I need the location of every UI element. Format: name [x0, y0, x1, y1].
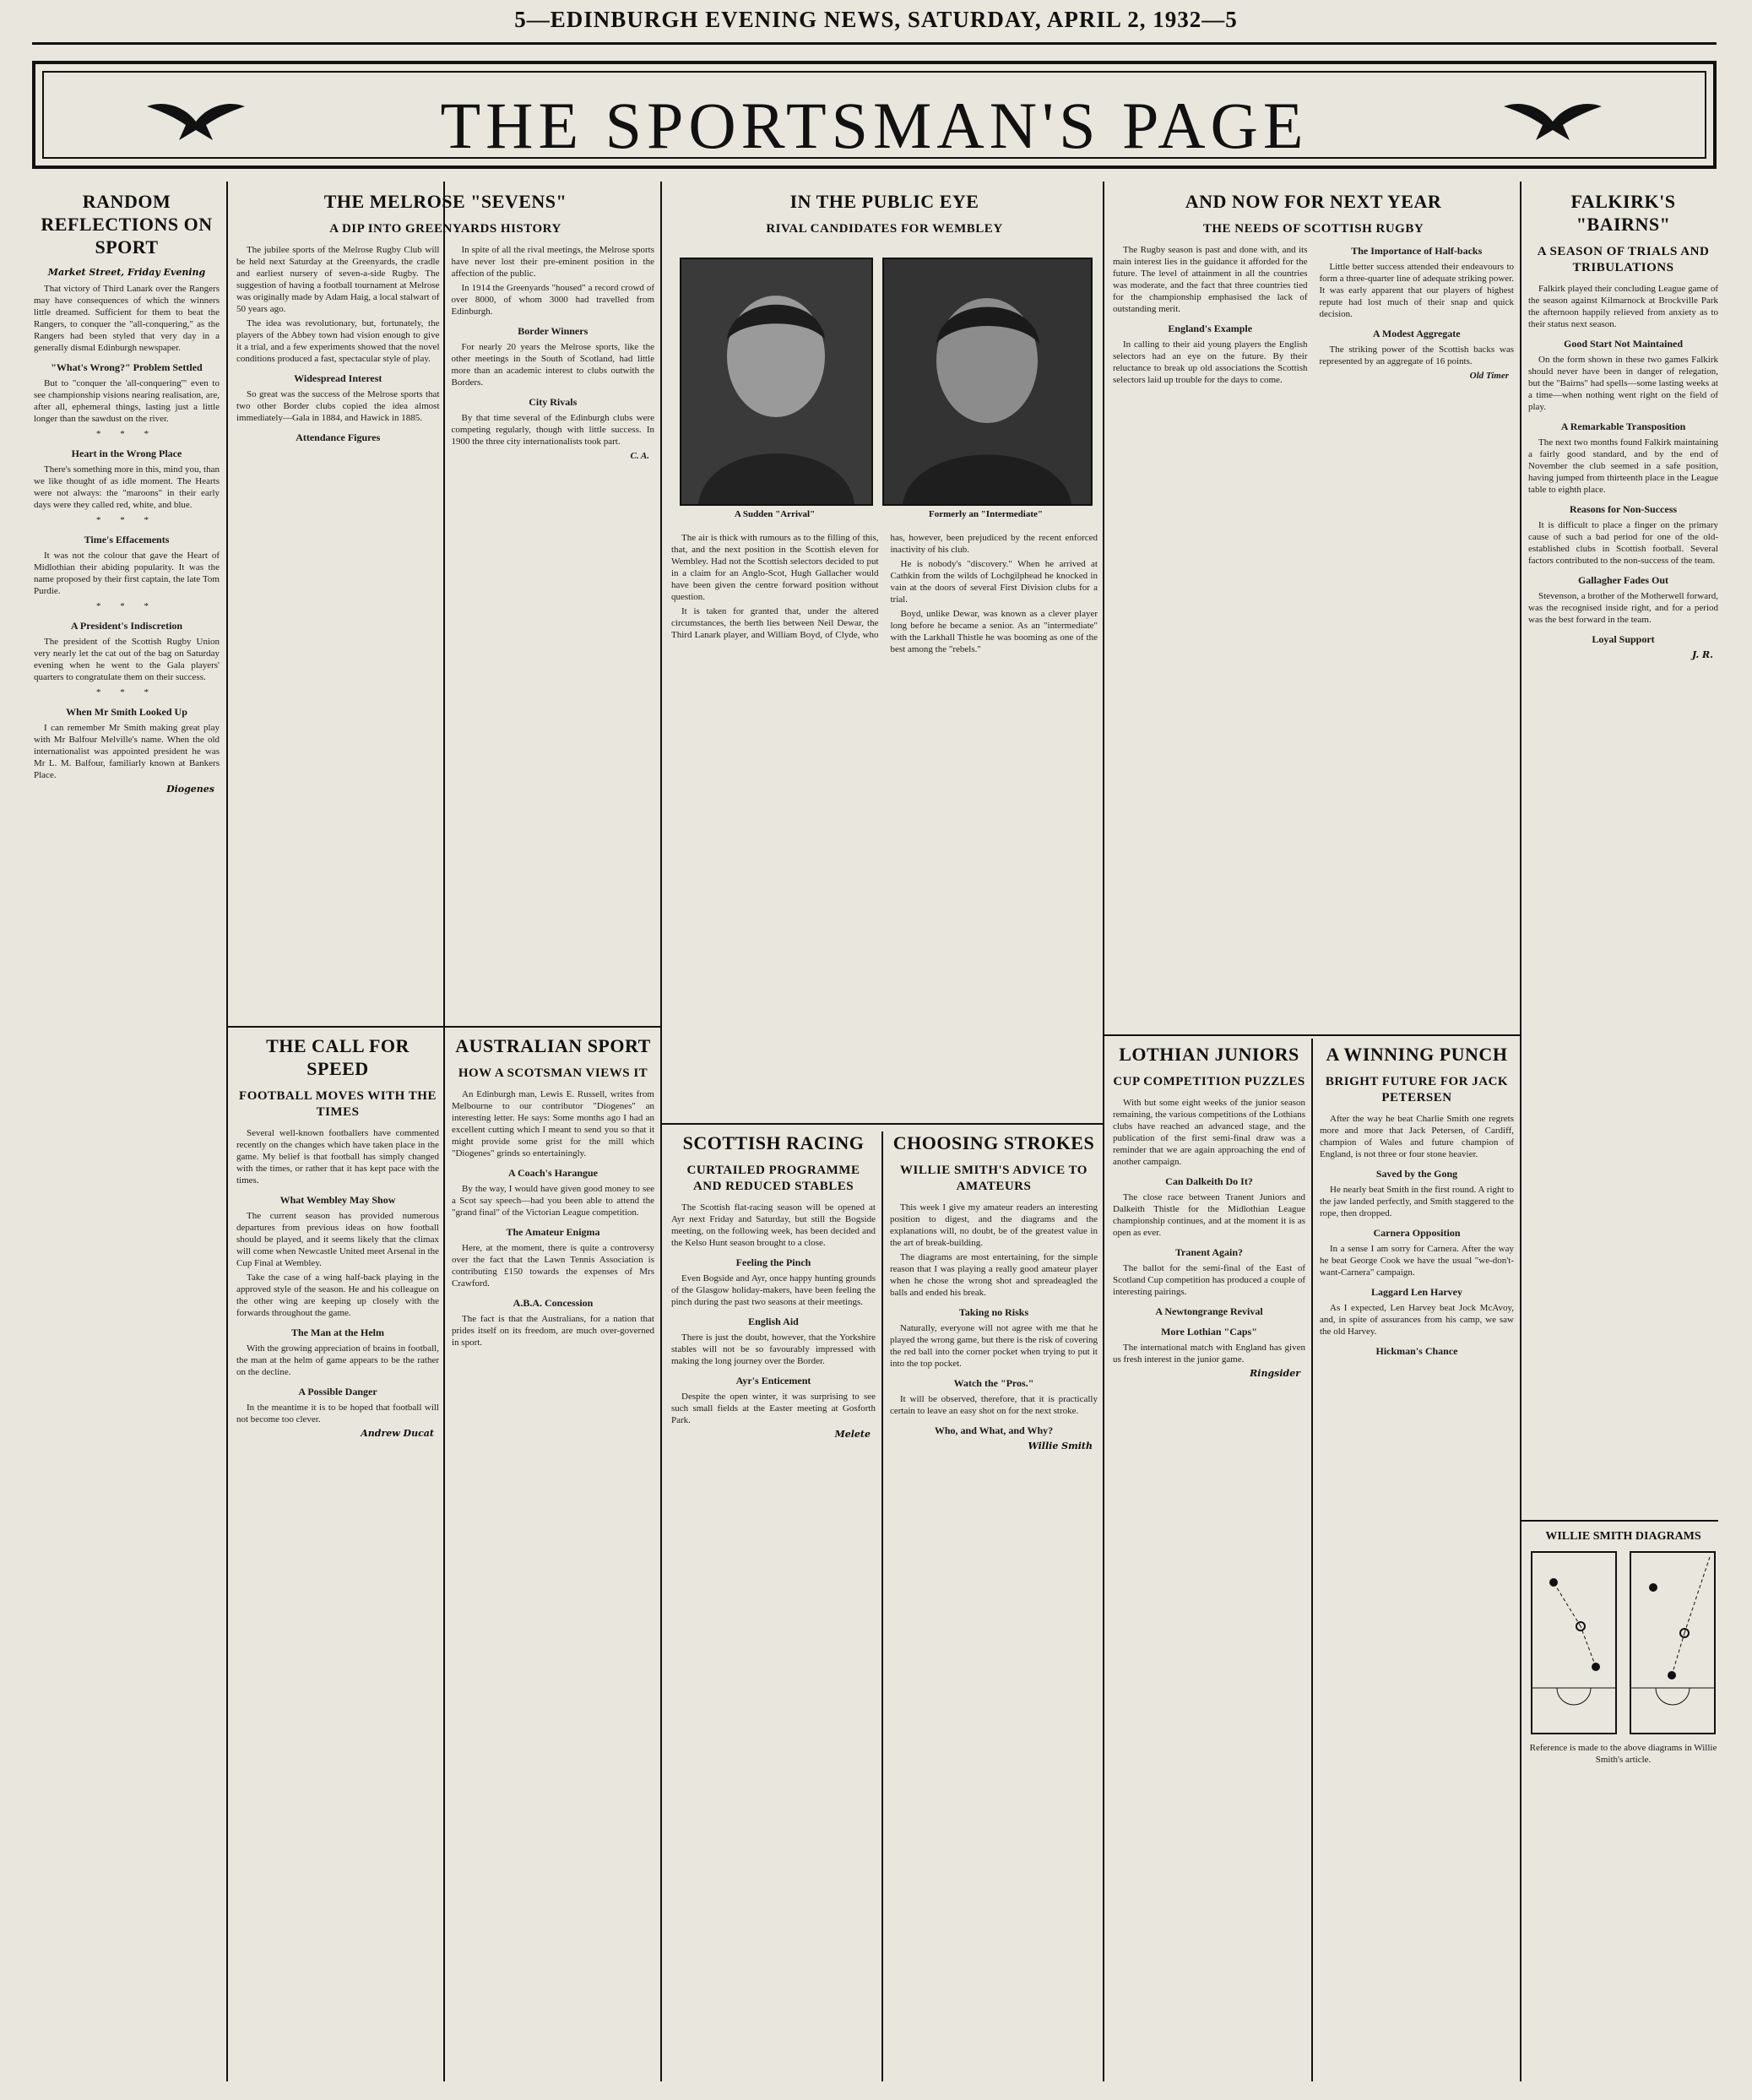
- subheadline: A DIP INTO GREENYARDS HISTORY: [329, 222, 561, 236]
- subhead: Taking no Risks: [958, 1306, 1029, 1318]
- subhead: A Remarkable Transposition: [1560, 421, 1686, 432]
- paragraph: There is just the doubt, however, that the Yorkshire stables will not be so favourably impressed with making the long journey over the Border.: [671, 1332, 876, 1366]
- subhead: The Importance of Half-backs: [1351, 245, 1483, 257]
- paragraph: In 1914 the Greenyards "housed" a record crowd of over 8000, of whom 3000 had travelled from Edinburgh.: [451, 283, 654, 317]
- paragraph: An Edinburgh man, Lewis E. Russell, writes from Melbourne to our contributor "Diogenes" an interesting letter. He says: Some months ago I had an excellent cutting which I meant to send you so that it might provide some grist for the mill which "Diogenes" grinds so entertainingly.: [452, 1089, 654, 1159]
- paragraph: The Rugby season is past and done with, and its main interest lies in the guidance it afforded for the future. The level of attainment in all the countries was moderate, and the fact that three countries tied for the championship emphasised the lack of outstanding merit.: [1113, 245, 1308, 314]
- subhead: "What's Wrong?" Problem Settled: [51, 361, 203, 373]
- section-rule: [662, 1123, 1103, 1125]
- column-rule: [660, 182, 662, 2081]
- subhead: A Coach's Harangue: [507, 1167, 598, 1179]
- article-random-reflections: [34, 190, 220, 2081]
- paragraph: Falkirk played their concluding League game of the season against Kilmarnock at Brockville Park the afternoon happily relieved from anxiety as to their status next season.: [1528, 284, 1718, 329]
- byline: Willie Smith: [1028, 1441, 1093, 1452]
- subheadline: FOOTBALL MOVES WITH THE TIMES: [239, 1089, 437, 1119]
- article-body: [671, 1202, 876, 1426]
- headline: SCOTTISH RACING: [682, 1132, 865, 1153]
- headline: THE MELROSE "SEVENS": [323, 191, 567, 212]
- paragraph: The close race between Tranent Juniors and Dalkeith Thistle for the Midlothian League championship continues, and at the moment it is as open as ever.: [1113, 1192, 1305, 1238]
- paragraph: The striking power of the Scottish backs was represented by an aggregate of 16 points.: [1319, 345, 1514, 366]
- paragraph: Stevenson, a brother of the Motherwell forward, was the recognised inside right, and for a period was the best forward in the team.: [1528, 591, 1718, 625]
- article-body: [890, 1202, 1098, 1437]
- column-rule: [226, 182, 228, 2081]
- eagle-right-icon: [1502, 96, 1603, 147]
- article-call-for-speed: [236, 1034, 439, 2081]
- willie-smith-diagrams: [1528, 1527, 1718, 1780]
- subhead: A President's Indiscretion: [70, 620, 183, 632]
- byline: Old Timer: [1469, 371, 1509, 381]
- subhead: Time's Effacements: [84, 534, 170, 545]
- paragraph: The current season has provided numerous departures from previous ideas on how football should be played, and it seems likely that the climax will come when Newcastle United meet Arsenal in the Cup Final at Wembley.: [236, 1211, 439, 1268]
- separator-stars: * * *: [96, 601, 157, 611]
- paragraph: In a sense I am sorry for Carnera. After the way he beat George Cook we have the usual "we-don't-want-Carnera" campaign.: [1320, 1244, 1514, 1278]
- photo-caption-left: A Sudden "Arrival": [734, 509, 816, 519]
- paragraph: Little better success attended their endeavours to form a three-quarter line of adequate striking power. It was early apparent that our players of highest repute had lost much of their snap and quick decision.: [1319, 262, 1514, 319]
- photo-player-right: [882, 258, 1093, 506]
- byline: Diogenes: [166, 784, 214, 795]
- paragraph: The idea was revolutionary, but, fortunately, the players of the Abbey town had vision enough to give it a trial, and a few experiments showed that the novel conditions produced a fast, spectacular style of play.: [236, 318, 440, 364]
- subheadline: WILLIE SMITH'S ADVICE TO AMATEURS: [900, 1164, 1088, 1193]
- article-body: [1320, 1113, 1514, 1358]
- paragraph: It will be observed, therefore, that it is practically certain to leave an easy shot on for the next stroke.: [890, 1394, 1098, 1416]
- subhead: A Possible Danger: [298, 1386, 377, 1397]
- article-australian-sport: [452, 1034, 654, 2081]
- byline: Melete: [834, 1429, 871, 1440]
- subhead: English Aid: [748, 1316, 799, 1327]
- subhead: When Mr Smith Looked Up: [66, 706, 187, 718]
- subhead: Ayr's Enticement: [735, 1375, 811, 1386]
- subhead: A Modest Aggregate: [1372, 328, 1461, 339]
- subheadline: A SEASON OF TRIALS AND TRIBULATIONS: [1537, 245, 1710, 274]
- paragraph: Despite the open winter, it was surprising to see such small fields at the Easter meeting at Gosforth Park.: [671, 1392, 876, 1425]
- subhead: Hickman's Chance: [1375, 1345, 1458, 1357]
- article-lothian-juniors: [1113, 1043, 1305, 2081]
- paragraph: He is nobody's "discovery." When he arrived at Cathkin from the wilds of Lochgilphead he knocked in vain at the doors of several First Division clubs for a trial.: [890, 559, 1098, 605]
- column-rule: [1520, 182, 1521, 2081]
- subhead: The Man at the Helm: [291, 1327, 384, 1338]
- subhead: Laggard Len Harvey: [1371, 1286, 1462, 1298]
- paragraph: It was not the colour that gave the Heart of Midlothian their abiding popularity. It was the name proposed by their first captain, the late Tom Purdie.: [34, 551, 220, 596]
- separator-stars: * * *: [96, 429, 157, 439]
- billiards-table-diagram: [1528, 1549, 1718, 1739]
- photo-caption-right: Formerly an "Intermediate": [928, 509, 1043, 519]
- paragraph: The ballot for the semi-final of the East of Scotland Cup competition has produced a couple of interesting pairings.: [1113, 1263, 1305, 1297]
- paragraph: This week I give my amateur readers an interesting position to digest, and the diagrams and the explanations will, no doubt, be of the greatest value in the art of break-building.: [890, 1202, 1098, 1248]
- subhead: Reasons for Non-Success: [1569, 503, 1678, 515]
- photo-player-left: [680, 258, 873, 506]
- subhead: Good Start Not Maintained: [1564, 338, 1683, 350]
- article-body: [1113, 244, 1514, 388]
- headline: A WINNING PUNCH: [1326, 1044, 1508, 1065]
- subhead: England's Example: [1168, 323, 1253, 334]
- paragraph: In spite of all the rival meetings, the Melrose sports have never lost their pre-eminent position in the affection of the public.: [451, 245, 654, 279]
- page-title: THE SPORTSMAN'S PAGE: [440, 89, 1309, 162]
- headline: THE CALL FOR SPEED: [266, 1035, 410, 1079]
- headline: CHOOSING STROKES: [892, 1132, 1095, 1153]
- article-melrose-sevens: [236, 190, 654, 1022]
- paragraph: In calling to their aid young players the English selectors had an eye on the future. By their reluctance to break up old associations the Scottish selectors laid up trouble for the days to come.: [1113, 339, 1308, 385]
- article-body: [1528, 283, 1718, 646]
- paragraph: In the meantime it is to be hoped that football will not become too clever.: [236, 1403, 439, 1424]
- paragraph: On the form shown in these two games Falkirk should never have been in danger of relegation, but the "Bairns" had spells—some lasting weeks at a time—when nothing went right on the field of play.: [1528, 355, 1718, 412]
- section-rule: [1104, 1034, 1520, 1036]
- headline: AND NOW FOR NEXT YEAR: [1185, 191, 1442, 212]
- paragraph: By that time several of the Edinburgh clubs were competing regularly, though with little success. In 1900 the three city internationalists took part.: [451, 413, 654, 447]
- byline: J. R.: [1692, 649, 1713, 660]
- paragraph: The next two months found Falkirk maintaining a fairly good standard, and by the end of November the club seemed in a safe position, having jumped from thirteenth place in the League table to eighth place.: [1528, 437, 1718, 495]
- subhead: A Newtongrange Revival: [1155, 1305, 1263, 1317]
- subhead: Can Dalkeith Do It?: [1165, 1175, 1253, 1187]
- subhead: Saved by the Gong: [1375, 1168, 1458, 1180]
- subhead: Gallagher Fades Out: [1577, 574, 1669, 586]
- article-body: [671, 532, 1098, 655]
- subhead: Attendance Figures: [296, 431, 381, 443]
- subhead: Tranent Again?: [1174, 1246, 1244, 1258]
- subhead: Carnera Opposition: [1373, 1227, 1461, 1239]
- headline: LOTHIAN JUNIORS: [1119, 1044, 1299, 1065]
- paragraph: The fact is that the Australians, for a nation that prides itself on its freedom, are much over-governed in sport.: [452, 1314, 654, 1348]
- diagrams-title: WILLIE SMITH DIAGRAMS: [1545, 1530, 1701, 1543]
- folio-line: 5—EDINBURGH EVENING NEWS, SATURDAY, APRIL 2, 1932—5: [514, 7, 1238, 32]
- separator-stars: * * *: [96, 515, 157, 525]
- column-rule: [443, 1026, 445, 2081]
- paragraph: But to "conquer the 'all-conquering'" even to see championship visions nearing realisation, are, after all, ephemeral things, lasting just a little longer than the sawdust on the river.: [34, 378, 220, 424]
- section-rule: [228, 1026, 660, 1028]
- paragraph: Naturally, everyone will not agree with me that he played the wrong game, but there is the risk of covering the red ball into the corner pocket when trying to put it into the top pocket.: [890, 1323, 1098, 1369]
- diagrams-caption: Reference is made to the above diagrams in Willie Smith's article.: [1529, 1743, 1717, 1765]
- section-rule: [1521, 1520, 1718, 1522]
- paragraph: The Scottish flat-racing season will be opened at Ayr next Friday and Saturday, but still the Bogside meeting, on the following week, has been decided and the Kelso Hunt season brought to a close.: [671, 1202, 876, 1248]
- paragraph: That victory of Third Lanark over the Rangers may have consequences of which the winners little dreamed. Sufficient for them to beat the Rangers, to conquer the "all-conquering," as the Rangers had been styled that very day in a generally dismal Edinburgh newspaper.: [34, 284, 220, 353]
- subhead: What Wembley May Show: [279, 1194, 396, 1206]
- paragraph: The air is thick with rumours as to the filling of this, that, and the next position in the Scottish eleven for Wembley. Had not the Scottish selectors decided to put in a claim for an Anglo-Scot, Hugh Gallacher would have been given the centre forward position without question.: [671, 533, 879, 602]
- subhead: Border Winners: [518, 325, 589, 337]
- portrait-image: [884, 259, 1091, 504]
- subheadline: THE NEEDS OF SCOTTISH RUGBY: [1202, 222, 1424, 236]
- subhead: Widespread Interest: [294, 372, 382, 384]
- article-body: [1113, 1097, 1305, 1365]
- masthead-inner-border: [42, 71, 1706, 162]
- paragraph: The president of the Scottish Rugby Union very nearly let the cat out of the bag on Saturday evening when he went to the Gala players' quarters to congratulate them on their success.: [34, 637, 220, 682]
- paragraph: Boyd, unlike Dewar, was known as a clever player long before he became a senior. As an "intermediate" with the Larkhall Thistle he was booming as one of the best among the "rebels.": [890, 609, 1098, 654]
- column-rule: [881, 1131, 883, 2081]
- byline: Andrew Ducat: [361, 1428, 434, 1439]
- paragraph: With the growing appreciation of brains in football, the man at the helm of game appears to be the rather on the decline.: [236, 1343, 439, 1377]
- subhead: Heart in the Wrong Place: [71, 448, 182, 459]
- subheadline: CURTAILED PROGRAMME AND REDUCED STABLES: [686, 1164, 860, 1193]
- byline: C. A.: [630, 451, 649, 461]
- subheadline: HOW A SCOTSMAN VIEWS IT: [458, 1066, 648, 1080]
- paragraph: For nearly 20 years the Melrose sports, like the other meetings in the South of Scotland, had little more than an academic interest to clubs outwith the Borders.: [451, 342, 654, 388]
- headline: RANDOM REFLECTIONS ON SPORT: [41, 191, 213, 258]
- subhead: Feeling the Pinch: [735, 1256, 811, 1268]
- article-choosing-strokes: [890, 1131, 1098, 2081]
- dateline: Market Street, Friday Evening: [47, 267, 206, 278]
- article-body: [452, 1088, 654, 1348]
- subheadline: CUP COMPETITION PUZZLES: [1113, 1075, 1305, 1088]
- paragraph: He nearly beat Smith in the first round. A right to the jaw landed perfectly, and Smith staggered to the rope, then dropped.: [1320, 1185, 1514, 1218]
- paragraph: The international match with England has given us fresh interest in the junior game.: [1113, 1343, 1305, 1365]
- paragraph: By the way, I would have given good money to see a Scot say speech—had you been able to attend the "grand final" of the Victorian League competition.: [452, 1184, 654, 1218]
- byline: Ringsider: [1250, 1368, 1300, 1379]
- paragraph: There's something more in this, mind you, than we like thought of as idle moment. The Hearts were not always: the "maroons" in their early days were they called red, white, and blue.: [34, 464, 220, 510]
- subhead: More Lothian "Caps": [1161, 1326, 1257, 1338]
- article-body: [236, 244, 654, 462]
- portrait-image: [681, 259, 871, 504]
- subhead: Watch the "Pros.": [953, 1377, 1034, 1389]
- paragraph: The jubilee sports of the Melrose Rugby Club will be held next Saturday at the Greenyards, the cradle and earliest nursery of seven-a-side Rugby. The suggestion of having a football tournament at Melrose was originally made by Adam Haig, a local stalwart of 50 years ago.: [236, 245, 440, 314]
- paragraph: As I expected, Len Harvey beat Jock McAvoy, and, in spite of assurances from his camp, we saw the old Harvey.: [1320, 1303, 1514, 1337]
- subheadline: BRIGHT FUTURE FOR JACK PETERSEN: [1325, 1075, 1509, 1104]
- paragraph: Several well-known footballers have commented recently on the changes which have taken place in the game. My belief is that football has simply changed with the times, or rather that it has kept pace with the times.: [236, 1128, 439, 1186]
- paragraph: The diagrams are most entertaining, for the simple reason that I was playing a really good amateur player when he chose the wrong shot and spreadeagled the balls and ended his break.: [890, 1252, 1098, 1298]
- headline: FALKIRK'S "BAIRNS": [1570, 191, 1676, 235]
- paragraph: It is difficult to place a finger on the primary cause of such a bad period for one of the old-established clubs in Scottish football. Several factors contributed to the non-success of the team.: [1528, 520, 1718, 566]
- subhead: Who, and What, and Why?: [934, 1424, 1054, 1436]
- subhead: A.B.A. Concession: [513, 1297, 594, 1309]
- column-rule: [1103, 182, 1104, 2081]
- subheadline: RIVAL CANDIDATES FOR WEMBLEY: [766, 222, 1003, 236]
- column-rule: [1311, 1039, 1313, 2081]
- article-body: [236, 1127, 439, 1425]
- article-next-year: [1113, 190, 1514, 1030]
- headline: IN THE PUBLIC EYE: [789, 191, 979, 212]
- paragraph: After the way he beat Charlie Smith one regrets more and more that Jack Petersen, of Cardiff, champion of Wales and future champion of England, is not three or four stone heavier.: [1320, 1114, 1514, 1159]
- paragraph: It is taken for granted that, under the altered circumstances, the berth lies between Neil Dewar, the Third Lanark player, and William Boyd, of Clyde, who has, however, been prejudiced by the recent enforced inactivity of his club.: [671, 533, 1098, 640]
- paragraph: Take the case of a wing half-back playing in the approved style of the season. He and his colleague on the other wing are keeping up closely with the forwards throughout the game.: [236, 1272, 439, 1318]
- article-winning-punch: [1320, 1043, 1514, 2081]
- article-scottish-racing: [671, 1131, 876, 2081]
- paragraph: Here, at the moment, there is quite a controversy over the fact that the Lawn Tennis Association is contributing £150 towards the expenses of Mrs Crawford.: [452, 1243, 654, 1289]
- paragraph: With but some eight weeks of the junior season remaining, the various competitions of the Lothians clubs have reached an advanced stage, and the publication of the first semi-final draw was a reminder that we are again approaching the end of another campaign.: [1113, 1098, 1305, 1167]
- subhead: Loyal Support: [1592, 633, 1655, 645]
- paragraph: So great was the success of the Melrose sports that two other Border clubs copied the idea almost immediately—Gala in 1884, and Hawick in 1885.: [236, 389, 440, 423]
- paragraph: I can remember Mr Smith making great play with Mr Balfour Melville's name. When the old internationalist was appointed president he was Mr L. M. Balfour, familiarly known at Bankers Place.: [34, 723, 220, 780]
- separator-stars: * * *: [96, 687, 157, 697]
- article-falkirk-bairns: [1528, 190, 1718, 1524]
- subhead: The Amateur Enigma: [506, 1226, 600, 1238]
- masthead: [32, 61, 1717, 169]
- article-body: [34, 283, 220, 781]
- headline: AUSTRALIAN SPORT: [455, 1035, 651, 1056]
- folio-rule: [32, 42, 1717, 45]
- paragraph: Even Bogside and Ayr, once happy hunting grounds of the Glasgow holiday-makers, have been feeling the pinch during the past two seasons at their meetings.: [671, 1273, 876, 1307]
- public-eye-text: [671, 532, 1098, 1119]
- subhead: City Rivals: [529, 396, 578, 408]
